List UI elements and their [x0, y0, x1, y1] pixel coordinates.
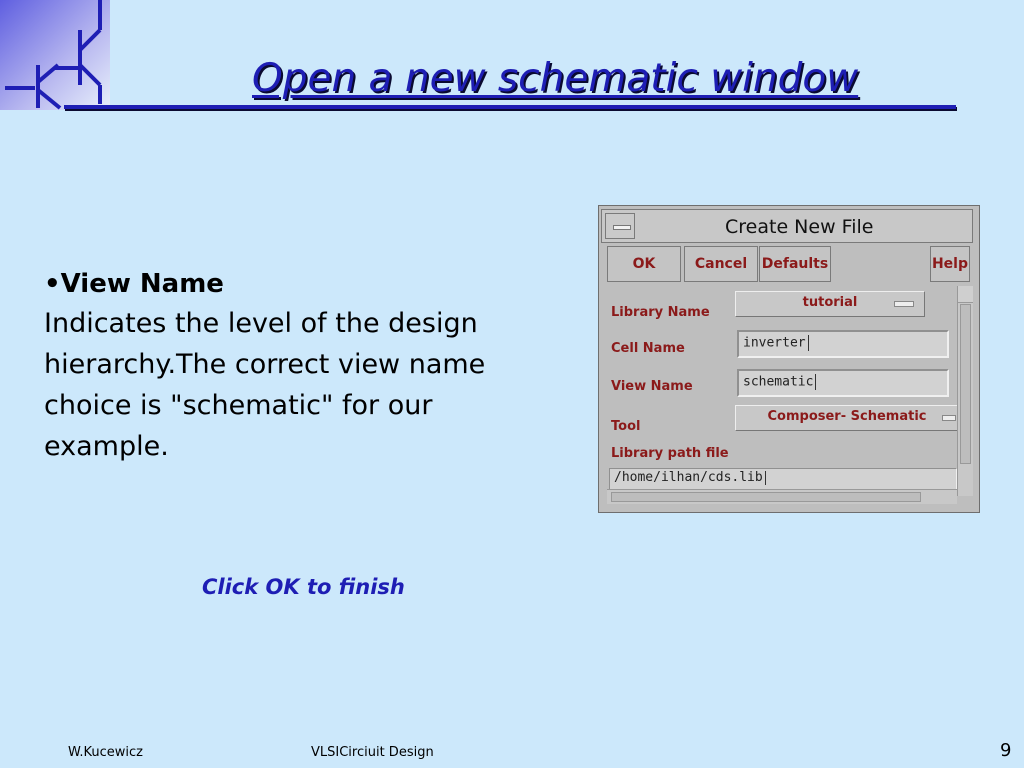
cell-name-field[interactable]	[737, 330, 949, 358]
bullet-block	[44, 265, 584, 467]
view-name-label: View Name	[611, 379, 693, 394]
option-menu-indicator-icon	[942, 415, 956, 421]
library-name-label: Library Name	[611, 305, 710, 320]
library-path-file-label: Library path file	[611, 446, 729, 461]
scroll-up-arrow-icon[interactable]	[958, 286, 973, 303]
defaults-button[interactable]: Defaults	[759, 246, 831, 282]
dialog-titlebar[interactable]	[601, 209, 973, 243]
tool-value: Composer- Schematic	[767, 409, 927, 424]
window-menu-button[interactable]	[605, 213, 635, 239]
horizontal-scrollbar[interactable]	[607, 489, 957, 504]
library-name-select[interactable]	[735, 291, 925, 317]
vertical-scroll-thumb[interactable]	[960, 304, 971, 464]
ok-button[interactable]: OK	[607, 246, 681, 282]
page-number: 9	[1000, 740, 1012, 761]
transistor-logo-icon	[0, 0, 110, 110]
bullet-heading: •View Name	[44, 269, 224, 299]
cancel-button[interactable]: Cancel	[684, 246, 758, 282]
create-new-file-dialog	[598, 205, 980, 513]
cell-name-value: inverter	[743, 335, 806, 351]
bullet-text: Indicates the level of the design hierarchy.The correct view name choice is "schematic" for our example.	[44, 308, 486, 462]
cell-name-label: Cell Name	[611, 341, 685, 356]
dialog-title: Create New File	[725, 216, 874, 238]
vertical-scrollbar[interactable]	[957, 286, 973, 496]
library-name-value: tutorial	[802, 295, 858, 310]
view-name-value: schematic	[743, 374, 814, 390]
view-name-field[interactable]	[737, 369, 949, 397]
text-cursor-icon	[808, 335, 809, 351]
library-path-field[interactable]	[609, 468, 957, 490]
menu-bar-icon	[613, 225, 631, 230]
horizontal-scroll-thumb[interactable]	[611, 492, 921, 502]
footer-author: W.Kucewicz	[68, 745, 143, 760]
library-path-value: /home/ilhan/cds.lib	[614, 470, 763, 485]
text-cursor-icon	[815, 374, 816, 390]
slide-title: Open a new schematic window	[252, 56, 859, 101]
help-button[interactable]: Help	[930, 246, 970, 282]
option-menu-indicator-icon	[894, 301, 914, 307]
text-cursor-icon	[765, 471, 766, 485]
tool-select[interactable]	[735, 405, 959, 431]
hint-text: Click OK to finish	[202, 575, 405, 599]
tool-label: Tool	[611, 419, 641, 434]
title-underline	[64, 105, 956, 109]
footer-course: VLSICirciuit Design	[311, 745, 434, 760]
